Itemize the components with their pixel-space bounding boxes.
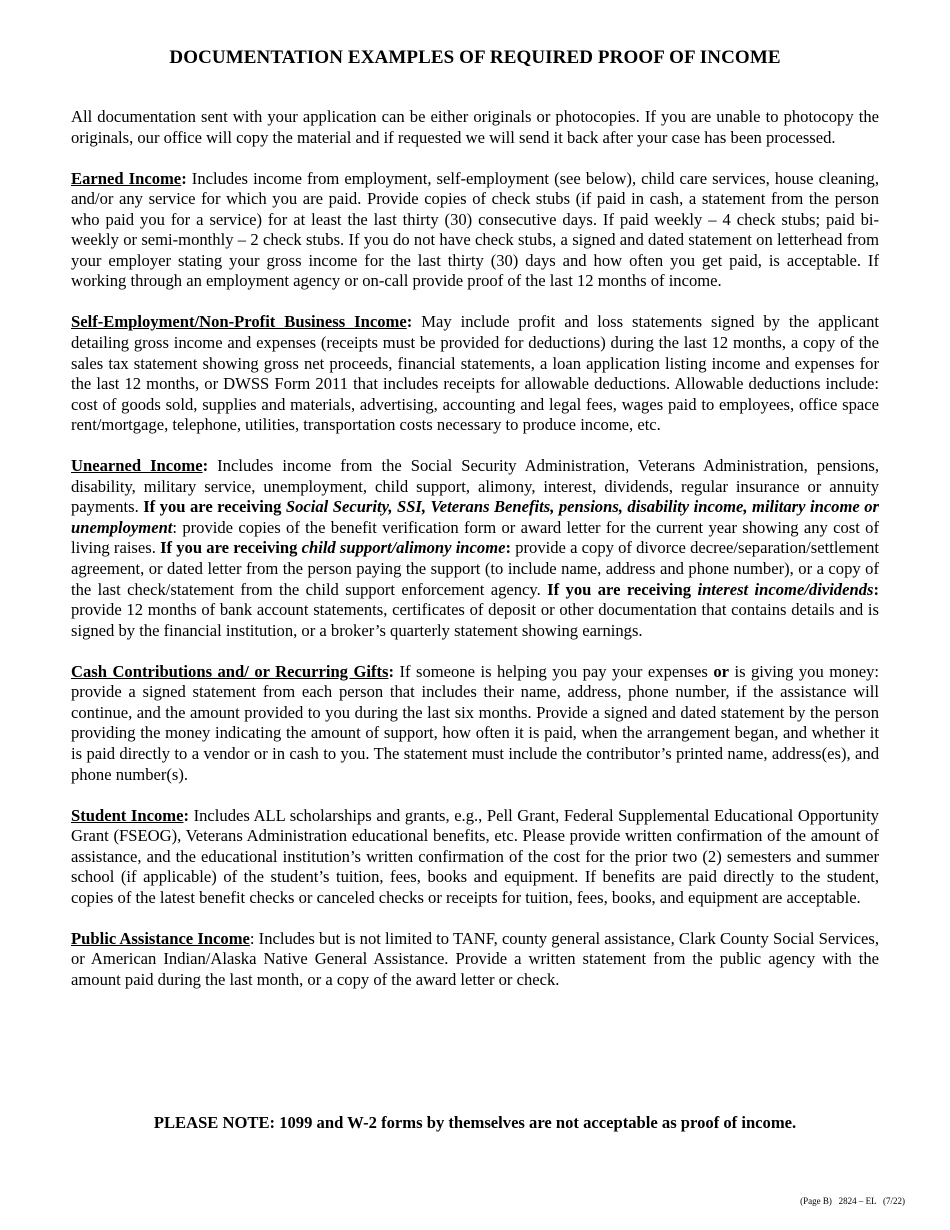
public-assistance-heading: Public Assistance Income	[71, 928, 250, 948]
heading-colon: :	[183, 805, 189, 825]
heading-colon: :	[202, 456, 209, 476]
document-body	[71, 107, 879, 1011]
heading-colon: :	[181, 168, 187, 188]
unearned-income-text: provide 12 months of bank account statements, certificates of deposit or other documentation that contains details and is signed by the financial institution, or a broker’s quarterly statement showing earnings.	[71, 600, 879, 640]
emphasis-text: If you are receiving	[547, 579, 698, 599]
emphasis-text: :	[873, 579, 879, 599]
cash-contributions-text: If someone is helping you pay your expenses	[394, 661, 714, 681]
self-employment-text: May include profit and loss statements signed by the applicant detailing gross income and expenses (receipts must be provided for deductions) during the last 12 months, a copy of the sales tax statement showing gross net proceeds, financial statements, a loan application listing income and expenses for the last 12 months, or DWSS Form 2011 that includes receipts for allowable deductions. Allowable deductions include: cost of goods sold, supplies and materials, advertising, accounting and legal fees, wages paid to employees, office space rent/mortgage, telephone, utilities, transportation costs necessary to produce income, etc.	[71, 312, 879, 435]
public-assistance-text: : Includes but is not limited to TANF, county general assistance, Clark County Social Services, or American Indian/Alaska Native General Assistance. Provide a written statement from the public agency with the amount paid during the last month, or a copy of the award letter or check.	[71, 928, 879, 989]
earned-income-heading: Earned Income	[71, 168, 182, 188]
emphasis-text: :	[505, 538, 511, 558]
form-footer: (Page B) 2824 – EL (7/22)	[800, 1196, 905, 1206]
unearned-income-text: : provide copies of the benefit verification form or award letter for the current year showing any cost of living raises.	[71, 517, 879, 558]
emphasis-text: If you are receiving	[160, 538, 302, 558]
emphasis-text: interest income/dividends	[697, 579, 874, 599]
student-income-text: Includes ALL scholarships and grants, e.g., Pell Grant, Federal Supplemental Educational Opportunity Grant (FSEOG), Veterans Administration educational benefits, etc. Please provide written confirmation of the amount of assistance, and the educational institution’s written confirmation of the cost for the prior two (2) semesters and summer school (if applicable) of the student’s tuition, fees, books and equipment. If benefits are paid directly to the student, copies of the latest benefit checks or canceled checks or receipts for tuition, fees, books, and equipment are acceptable.	[71, 805, 879, 907]
please-note: PLEASE NOTE: 1099 and W-2 forms by themselves are not acceptable as proof of income.	[153, 1113, 797, 1132]
page-title: DOCUMENTATION EXAMPLES OF REQUIRED PROOF OF INCOME	[169, 47, 781, 68]
unearned-income-text: provide a copy of divorce decree/separation/settlement agreement, or dated letter from the person paying the support (to include name, address and phone number), or a copy of the last check/statement from the child support enforcement agency.	[71, 538, 879, 599]
cash-contributions-heading: Cash Contributions and/ or Recurring Gifts	[71, 661, 389, 681]
earned-income-text: Includes income from employment, self-employment (see below), child care services, house cleaning, and/or any service for which you are paid. Provide copies of check stubs (if paid in cash, a statement from the person who paid you for a service) for at least the last thirty (30) consecutive days. If paid weekly – 4 check stubs; paid bi-weekly or semi-monthly – 2 check stubs. If you do not have check stubs, a signed and dated statement on letterhead from your employer stating your gross income for the last thirty (30) days and how often you get paid, is acceptable. If working through an employment agency or on-call provide proof of the last 12 months of income.	[71, 168, 879, 291]
emphasis-text: If you are receiving	[143, 497, 286, 517]
self-employment-section	[71, 312, 879, 435]
unearned-income-heading: Unearned Income	[71, 456, 203, 476]
student-income-section	[71, 806, 879, 909]
cash-contributions-text: is giving you money: provide a signed statement from each person that includes their name, address, phone number, if the assistance will continue, and the amount provided to you during the last six months. Provide a signed and dated statement by the person providing the money indicating the amount of support, how often it is paid, when the arrangement began, and whether it is paid directly to a vendor or in cash to you. The statement must include the contributor’s printed name, address(es), and phone number(s).	[71, 661, 880, 784]
student-income-heading: Student Income	[71, 805, 184, 825]
emphasis-text: or	[713, 661, 729, 681]
earned-income-section	[71, 169, 879, 292]
self-employment-heading: Self-Employment/Non-Profit Business Income	[71, 312, 407, 332]
intro-paragraph: All documentation sent with your application can be either originals or photocopies. If you are unable to photocopy the originals, our office will copy the material and if requested we will send it back after your case has been processed.	[71, 107, 879, 147]
emphasis-text: Social Security, SSI, Veterans Benefits, pensions, disability income, military income or unemployment	[71, 497, 879, 537]
heading-colon: :	[388, 661, 395, 681]
cash-contributions-section	[71, 662, 879, 785]
heading-colon: :	[406, 312, 413, 332]
emphasis-text: child support/alimony income	[301, 538, 506, 558]
unearned-income-section	[71, 456, 879, 641]
public-assistance-section	[71, 929, 879, 991]
unearned-income-text: Includes income from the Social Security Administration, Veterans Administration, pensions, disability, military service, unemployment, child support, alimony, interest, dividends, regular insurance or annuity payments.	[71, 456, 879, 517]
